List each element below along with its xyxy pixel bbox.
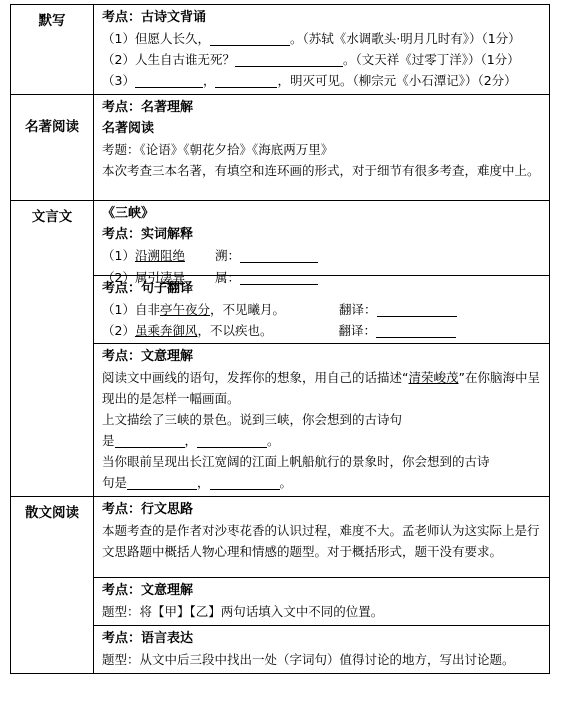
prose-head-1: 考点：行文思路 [102, 502, 194, 517]
cell-classical-text [94, 201, 550, 497]
m-p2-is: 是 [102, 433, 115, 448]
d1b: 。（苏轼《水调歌头·明月几时有》）（1分） [289, 31, 521, 46]
dictation-line-2 [102, 49, 545, 70]
d3a: （3） [102, 73, 135, 88]
words-head: 考点：实词解释 [102, 227, 194, 242]
d3c: ，明灭可见。（柳宗元《小石潭记》）（2分） [277, 73, 517, 88]
m-p3-sent: 句是 [102, 475, 128, 490]
classics-titles: 考题：《论语》《朝花夕拾》《海底两万里》 [102, 142, 334, 157]
prose-head-3: 考点：语言表达 [102, 631, 194, 646]
s2-pre: （2） [102, 323, 135, 338]
s2-word: 虽乘奔御风 [134, 323, 198, 338]
d3b: ， [202, 73, 216, 88]
m-p1-word: 清荣峻茂 [408, 370, 459, 385]
blank[interactable] [135, 73, 203, 88]
passage-title: 《三峡》 [102, 206, 155, 221]
meaning-p2 [102, 409, 545, 451]
m-p3a: 当你眼前呈现出长江宽阔的江面上帆船航行的景象时，你会想到的古诗 [102, 454, 490, 469]
cell-prose [94, 497, 550, 674]
s1-post: ，不见曦月。 [209, 302, 285, 317]
w2-word: 凄异 [159, 270, 185, 285]
label-classics: 名著阅读 [11, 95, 94, 201]
classics-subhead: 名著阅读 [102, 121, 155, 136]
m-p2a: 上文描绘了三峡的景色。说到三峡，你会想到的古诗句 [102, 412, 403, 427]
blank[interactable] [127, 475, 197, 490]
w2-target: 属： [214, 270, 240, 285]
prose-p2: 题型：将【甲】【乙】两句话填入文中不同的位置。 [102, 604, 384, 619]
meaning-head: 考点：文意理解 [102, 349, 194, 364]
period: 。 [279, 475, 293, 490]
meaning-p1 [102, 367, 545, 409]
sentence-line-2 [102, 320, 545, 341]
s2-post: ，不以疾也。 [197, 323, 273, 338]
period: 。 [267, 433, 280, 448]
classics-desc: 本次考查三本名著，有填空和连环画的形式，对于细节有很多考查，难度中上。 [102, 163, 540, 178]
dictation-head: 考点：古诗文背诵 [102, 10, 207, 25]
m-p1a: 阅读文中画线的语句，发挥你的想象，用自己的话描述“ [102, 370, 409, 385]
classics-head: 考点：名著理解 [102, 100, 194, 115]
sentence-head: 考点：句子翻译 [102, 281, 194, 296]
blank[interactable] [210, 475, 280, 490]
label-dictation: 默写 [11, 5, 94, 95]
prose-p3: 题型：从文中后三段中找出一处（字词句）值得讨论的地方，写出讨论题。 [102, 652, 515, 667]
sentence-line-1 [102, 299, 545, 320]
blank[interactable] [235, 52, 343, 67]
w1-target: 溯： [214, 248, 240, 263]
dictation-line-3 [102, 70, 545, 91]
blank[interactable] [215, 73, 277, 88]
row-dictation [11, 5, 550, 95]
exam-analysis-table [10, 4, 550, 674]
blank[interactable] [376, 323, 456, 338]
d2b: 。（文天祥《过零丁洋》）（1分） [342, 52, 520, 67]
w2-pre: （2）属引 [102, 270, 160, 285]
label-classical-text: 文言文 [11, 201, 94, 497]
w1-word: 沿溯阻绝 [134, 248, 185, 263]
prose-head-2: 考点：文意理解 [102, 583, 194, 598]
s1-pre: （1）自非 [102, 302, 160, 317]
blank[interactable] [115, 433, 185, 448]
blank[interactable] [240, 270, 318, 285]
comma: ， [184, 433, 198, 448]
blank[interactable] [240, 248, 318, 263]
cell-classics [94, 95, 550, 201]
row-classics [11, 95, 550, 201]
row-classical-text [11, 201, 550, 497]
label-prose: 散文阅读 [11, 497, 94, 674]
comma: ， [197, 475, 210, 490]
meaning-p3 [102, 451, 545, 493]
blank[interactable] [210, 31, 290, 46]
cell-dictation [94, 5, 550, 95]
blank[interactable] [197, 433, 267, 448]
word-line-1 [102, 245, 545, 267]
d2a: （2）人生自古谁无死？ [102, 52, 235, 67]
prose-p1: 本题考查的是作者对沙枣花香的认识过程，难度不大。孟老师认为这实际上是行文思路题中概括人物心理和情感的题型。对于概括形式，题干没有要求。 [102, 523, 540, 559]
translate-label: 翻译： [338, 302, 377, 317]
translate-label: 翻译： [338, 323, 376, 338]
s1-word: 亭午夜分 [159, 302, 210, 317]
m-p1b: ”在你脑海中呈现出的是怎样一幅画面。 [102, 370, 540, 406]
w1-pre: （1） [102, 248, 135, 263]
row-prose [11, 497, 550, 674]
d1a: （1）但愿人长久， [102, 31, 210, 46]
dictation-line-1 [102, 28, 545, 49]
blank[interactable] [377, 302, 457, 317]
